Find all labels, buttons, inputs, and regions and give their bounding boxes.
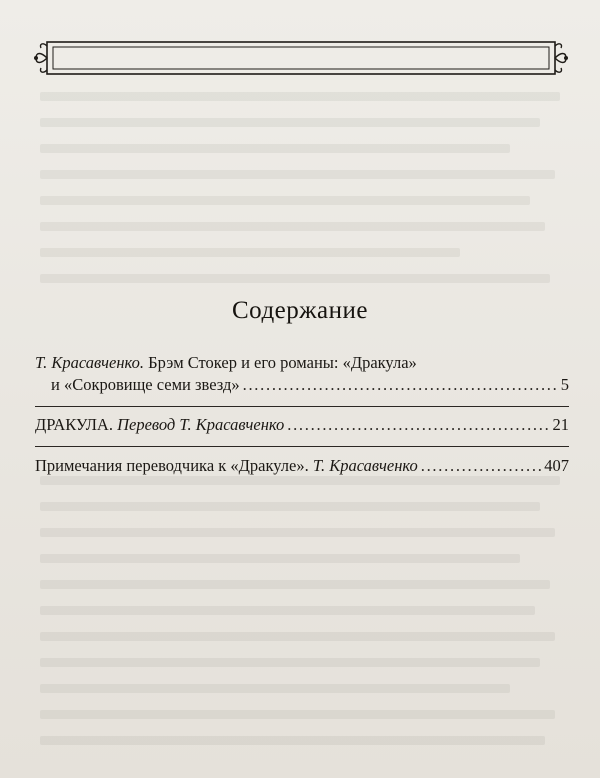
toc-entry-line <box>35 455 569 477</box>
entry-author: Т. Красавченко. <box>35 353 144 372</box>
entry-title: ДРАКУЛА. <box>35 415 113 434</box>
ornamental-header-frame <box>33 38 569 78</box>
toc-entry-line <box>35 374 569 396</box>
toc-heading: Содержание <box>232 297 368 324</box>
dot-leader <box>421 455 542 477</box>
entry-title: Брэм Стокер и его романы: «Дракула» <box>144 353 417 372</box>
entry-author: Т. Красавченко <box>308 456 418 475</box>
entry-page-number: 407 <box>544 456 569 475</box>
entry-page-number: 5 <box>560 375 569 394</box>
entry-title: Примечания переводчика к «Дракуле». <box>35 456 309 475</box>
toc-entry-dracula[interactable] <box>35 414 569 436</box>
dot-leader <box>287 414 549 436</box>
entry-divider <box>35 406 569 407</box>
entry-page-number: 21 <box>552 415 569 434</box>
entry-translator: Перевод Т. Красавченко <box>112 415 285 434</box>
dot-leader <box>243 374 558 396</box>
toc-entry-introduction[interactable] <box>35 352 569 396</box>
entry-title-continued: и «Сокровище семи звезд» <box>51 375 240 394</box>
toc-entry-notes[interactable] <box>35 455 569 477</box>
entry-divider <box>35 446 569 447</box>
toc-entry-line <box>35 352 569 374</box>
ornament-border-icon <box>33 38 569 78</box>
toc-entry-line <box>35 414 569 436</box>
